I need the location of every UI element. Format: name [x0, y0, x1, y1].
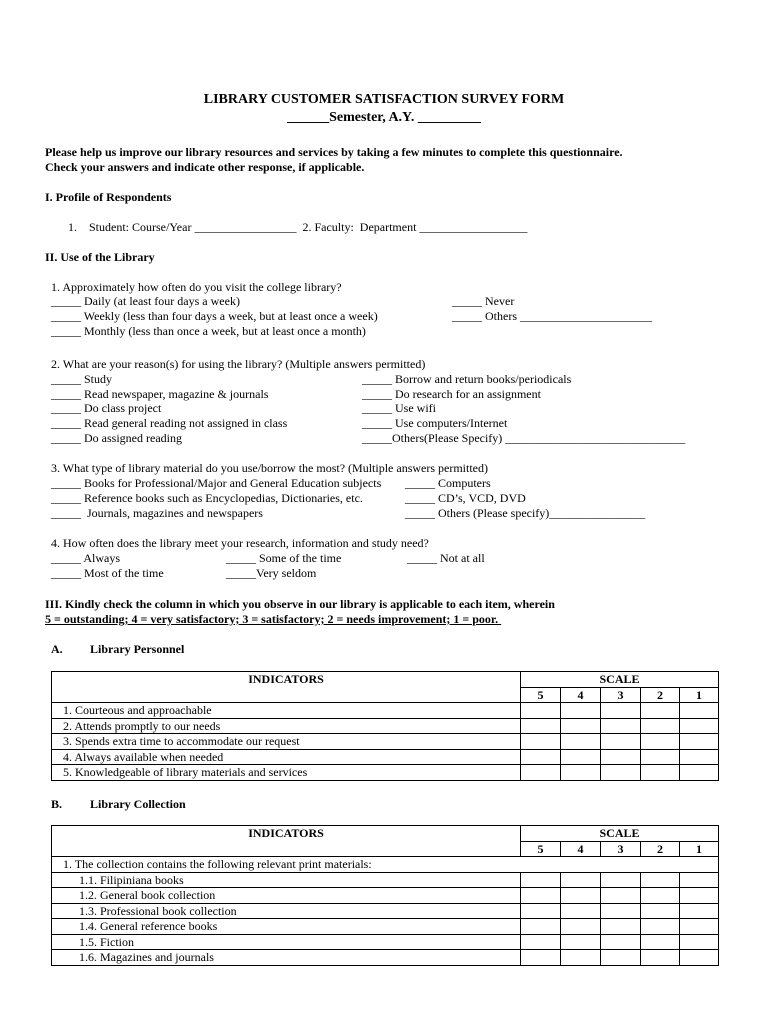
rating-cell-5[interactable]	[521, 872, 561, 888]
scale-5-header: 5	[521, 687, 561, 703]
q2-option-study[interactable]: _____ Study	[51, 372, 113, 386]
rating-cell-3[interactable]	[601, 950, 641, 966]
rating-cell-3[interactable]	[601, 734, 641, 750]
rating-cell-3[interactable]	[601, 703, 641, 719]
q4-option-most-of-time[interactable]: _____ Most of the time	[51, 566, 164, 580]
section-1-heading: I. Profile of Respondents	[45, 190, 172, 204]
rating-cell-4[interactable]	[561, 734, 601, 750]
rating-cell-3[interactable]	[601, 903, 641, 919]
rating-cell-1[interactable]	[680, 749, 719, 765]
table-row	[52, 703, 719, 719]
indicator-label: 2. Attends promptly to our needs	[52, 718, 521, 734]
scale-header: SCALE	[521, 672, 719, 688]
rating-cell-2[interactable]	[641, 749, 680, 765]
q2-option-class-project[interactable]: _____ Do class project	[51, 401, 162, 415]
q1-option-monthly[interactable]: _____ Monthly (less than once a week, but at least once a month)	[51, 324, 366, 338]
rating-cell-1[interactable]	[680, 734, 719, 750]
rating-cell-2[interactable]	[641, 765, 680, 781]
intro-line-1: Please help us improve our library resources and services by taking a few minutes to complete this questionnaire.	[45, 145, 623, 159]
rating-scale-legend: 5 = outstanding; 4 = very satisfactory; 3 = satisfactory; 2 = needs improvement; 1 = poor.	[45, 612, 502, 626]
rating-cell-3[interactable]	[601, 765, 641, 781]
table-row	[52, 919, 719, 935]
rating-cell-2[interactable]	[641, 703, 680, 719]
rating-cell-3[interactable]	[601, 934, 641, 950]
indicators-header: INDICATORS	[52, 672, 521, 703]
form-title: LIBRARY CUSTOMER SATISFACTION SURVEY FORM	[203, 92, 565, 107]
q3-option-others[interactable]: _____ Others (Please specify)________________	[405, 506, 646, 520]
table-row	[52, 857, 719, 873]
library-collection-table	[51, 825, 719, 966]
rating-cell-5[interactable]	[521, 734, 561, 750]
scale-1-header: 1	[680, 841, 719, 857]
part-a-title: Library Personnel	[90, 642, 185, 656]
q4-option-some-of-time[interactable]: _____ Some of the time	[226, 551, 342, 565]
indicator-label: 3. Spends extra time to accommodate our request	[52, 734, 521, 750]
table-row	[52, 749, 719, 765]
indicators-header: INDICATORS	[52, 826, 521, 857]
rating-cell-5[interactable]	[521, 703, 561, 719]
rating-cell-2[interactable]	[641, 888, 680, 904]
indicator-label: 1. Courteous and approachable	[52, 703, 521, 719]
q2-option-borrow-return[interactable]: _____ Borrow and return books/periodicals	[362, 372, 572, 386]
rating-cell-4[interactable]	[561, 934, 601, 950]
q3-option-cd-vcd-dvd[interactable]: _____ CD’s, VCD, DVD	[405, 491, 526, 505]
rating-cell-3[interactable]	[601, 919, 641, 935]
rating-cell-1[interactable]	[680, 919, 719, 935]
table-row	[52, 950, 719, 966]
rating-cell-2[interactable]	[641, 903, 680, 919]
q1-question: 1. Approximately how often do you visit the college library?	[51, 280, 342, 294]
rating-cell-1[interactable]	[680, 872, 719, 888]
rating-cell-4[interactable]	[561, 950, 601, 966]
rating-cell-2[interactable]	[641, 872, 680, 888]
rating-cell-1[interactable]	[680, 718, 719, 734]
rating-cell-4[interactable]	[561, 888, 601, 904]
part-a-letter: A.	[51, 642, 63, 656]
table-row	[52, 934, 719, 950]
profile-line[interactable]: 1. Student: Course/Year _________________ 2. Faculty: Department __________________	[68, 220, 528, 234]
rating-cell-4[interactable]	[561, 919, 601, 935]
intro-line-2: Check your answers and indicate other response, if applicable.	[45, 160, 365, 174]
q2-option-wifi[interactable]: _____ Use wifi	[362, 401, 436, 415]
rating-cell-3[interactable]	[601, 872, 641, 888]
q3-option-books[interactable]: _____ Books for Professional/Major and General Education subjects	[51, 476, 382, 490]
part-b-title: Library Collection	[90, 797, 186, 811]
indicator-label: 5. Knowledgeable of library materials and services	[52, 765, 521, 781]
rating-cell-4[interactable]	[561, 903, 601, 919]
indicator-label: 1.3. Professional book collection	[52, 903, 521, 919]
q3-question: 3. What type of library material do you use/borrow the most? (Multiple answers permitted)	[51, 461, 488, 475]
scale-4-header: 4	[561, 841, 601, 857]
q1-option-weekly[interactable]: _____ Weekly (less than four days a week, but at least once a week)	[51, 309, 378, 323]
q3-option-journals[interactable]: _____ Journals, magazines and newspapers	[51, 506, 263, 520]
rating-cell-4[interactable]	[561, 765, 601, 781]
rating-cell-4[interactable]	[561, 872, 601, 888]
rating-cell-4[interactable]	[561, 718, 601, 734]
table-row	[52, 888, 719, 904]
indicator-label: 1.1. Filipiniana books	[52, 872, 521, 888]
table-row	[52, 903, 719, 919]
part-b-letter: B.	[51, 797, 63, 811]
q2-option-research[interactable]: _____ Do research for an assignment	[362, 387, 541, 401]
scale-5-header: 5	[521, 841, 561, 857]
rating-cell-5[interactable]	[521, 749, 561, 765]
indicator-label: 1.5. Fiction	[52, 934, 521, 950]
rating-cell-5[interactable]	[521, 934, 561, 950]
q1-option-never[interactable]: _____ Never	[452, 294, 515, 308]
rating-cell-2[interactable]	[641, 718, 680, 734]
rating-cell-5[interactable]	[521, 765, 561, 781]
rating-cell-5[interactable]	[521, 718, 561, 734]
scale-4-header: 4	[561, 687, 601, 703]
rating-cell-1[interactable]	[680, 934, 719, 950]
scale-3-header: 3	[601, 687, 641, 703]
q4-option-not-at-all[interactable]: _____ Not at all	[407, 551, 485, 565]
indicator-label: 4. Always available when needed	[52, 749, 521, 765]
q2-option-assigned-reading[interactable]: _____ Do assigned reading	[51, 431, 182, 445]
rating-cell-1[interactable]	[680, 950, 719, 966]
rating-cell-2[interactable]	[641, 919, 680, 935]
indicator-group-label: 1. The collection contains the following relevant print materials:	[52, 857, 719, 873]
rating-cell-4[interactable]	[561, 749, 601, 765]
scale-3-header: 3	[601, 841, 641, 857]
q1-option-daily[interactable]: _____ Daily (at least four days a week)	[51, 294, 240, 308]
section-3-instruction: III. Kindly check the column in which you observe in our library is applicable to each item, wherein	[45, 597, 555, 611]
indicator-label: 1.6. Magazines and journals	[52, 950, 521, 966]
rating-cell-1[interactable]	[680, 903, 719, 919]
section-2-heading: II. Use of the Library	[45, 250, 155, 264]
rating-cell-1[interactable]	[680, 765, 719, 781]
rating-cell-2[interactable]	[641, 734, 680, 750]
q2-option-others[interactable]: _____Others(Please Specify) ______________________________	[362, 431, 686, 445]
q3-option-computers[interactable]: _____ Computers	[405, 476, 491, 490]
rating-cell-2[interactable]	[641, 950, 680, 966]
q2-question: 2. What are your reason(s) for using the library? (Multiple answers permitted)	[51, 357, 426, 371]
rating-cell-3[interactable]	[601, 749, 641, 765]
rating-cell-5[interactable]	[521, 950, 561, 966]
library-personnel-table	[51, 671, 719, 781]
table-row	[52, 765, 719, 781]
scale-header: SCALE	[521, 826, 719, 842]
table-row	[52, 718, 719, 734]
rating-cell-2[interactable]	[641, 934, 680, 950]
scale-1-header: 1	[680, 687, 719, 703]
indicator-label: 1.2. General book collection	[52, 888, 521, 904]
q1-option-others[interactable]: _____ Others ______________________	[452, 309, 652, 323]
rating-cell-4[interactable]	[561, 703, 601, 719]
table-row	[52, 734, 719, 750]
rating-cell-5[interactable]	[521, 888, 561, 904]
q4-question: 4. How often does the library meet your research, information and study need?	[51, 536, 429, 550]
q2-option-general-reading[interactable]: _____ Read general reading not assigned in class	[51, 416, 288, 430]
rating-cell-1[interactable]	[680, 888, 719, 904]
rating-cell-5[interactable]	[521, 903, 561, 919]
q4-option-very-seldom[interactable]: _____Very seldom	[226, 566, 317, 580]
rating-cell-3[interactable]	[601, 888, 641, 904]
table-row	[52, 872, 719, 888]
q3-option-reference[interactable]: _____ Reference books such as Encyclopedias, Dictionaries, etc.	[51, 491, 363, 505]
indicator-label: 1.4. General reference books	[52, 919, 521, 935]
semester-line: ______Semester, A.Y. _________	[287, 110, 481, 125]
q4-option-always[interactable]: _____ Always	[51, 551, 120, 565]
rating-cell-1[interactable]	[680, 703, 719, 719]
rating-cell-5[interactable]	[521, 919, 561, 935]
scale-2-header: 2	[641, 841, 680, 857]
scale-2-header: 2	[641, 687, 680, 703]
q2-option-read-newspaper[interactable]: _____ Read newspaper, magazine & journals	[51, 387, 269, 401]
q2-option-computers[interactable]: _____ Use computers/Internet	[362, 416, 508, 430]
rating-cell-3[interactable]	[601, 718, 641, 734]
